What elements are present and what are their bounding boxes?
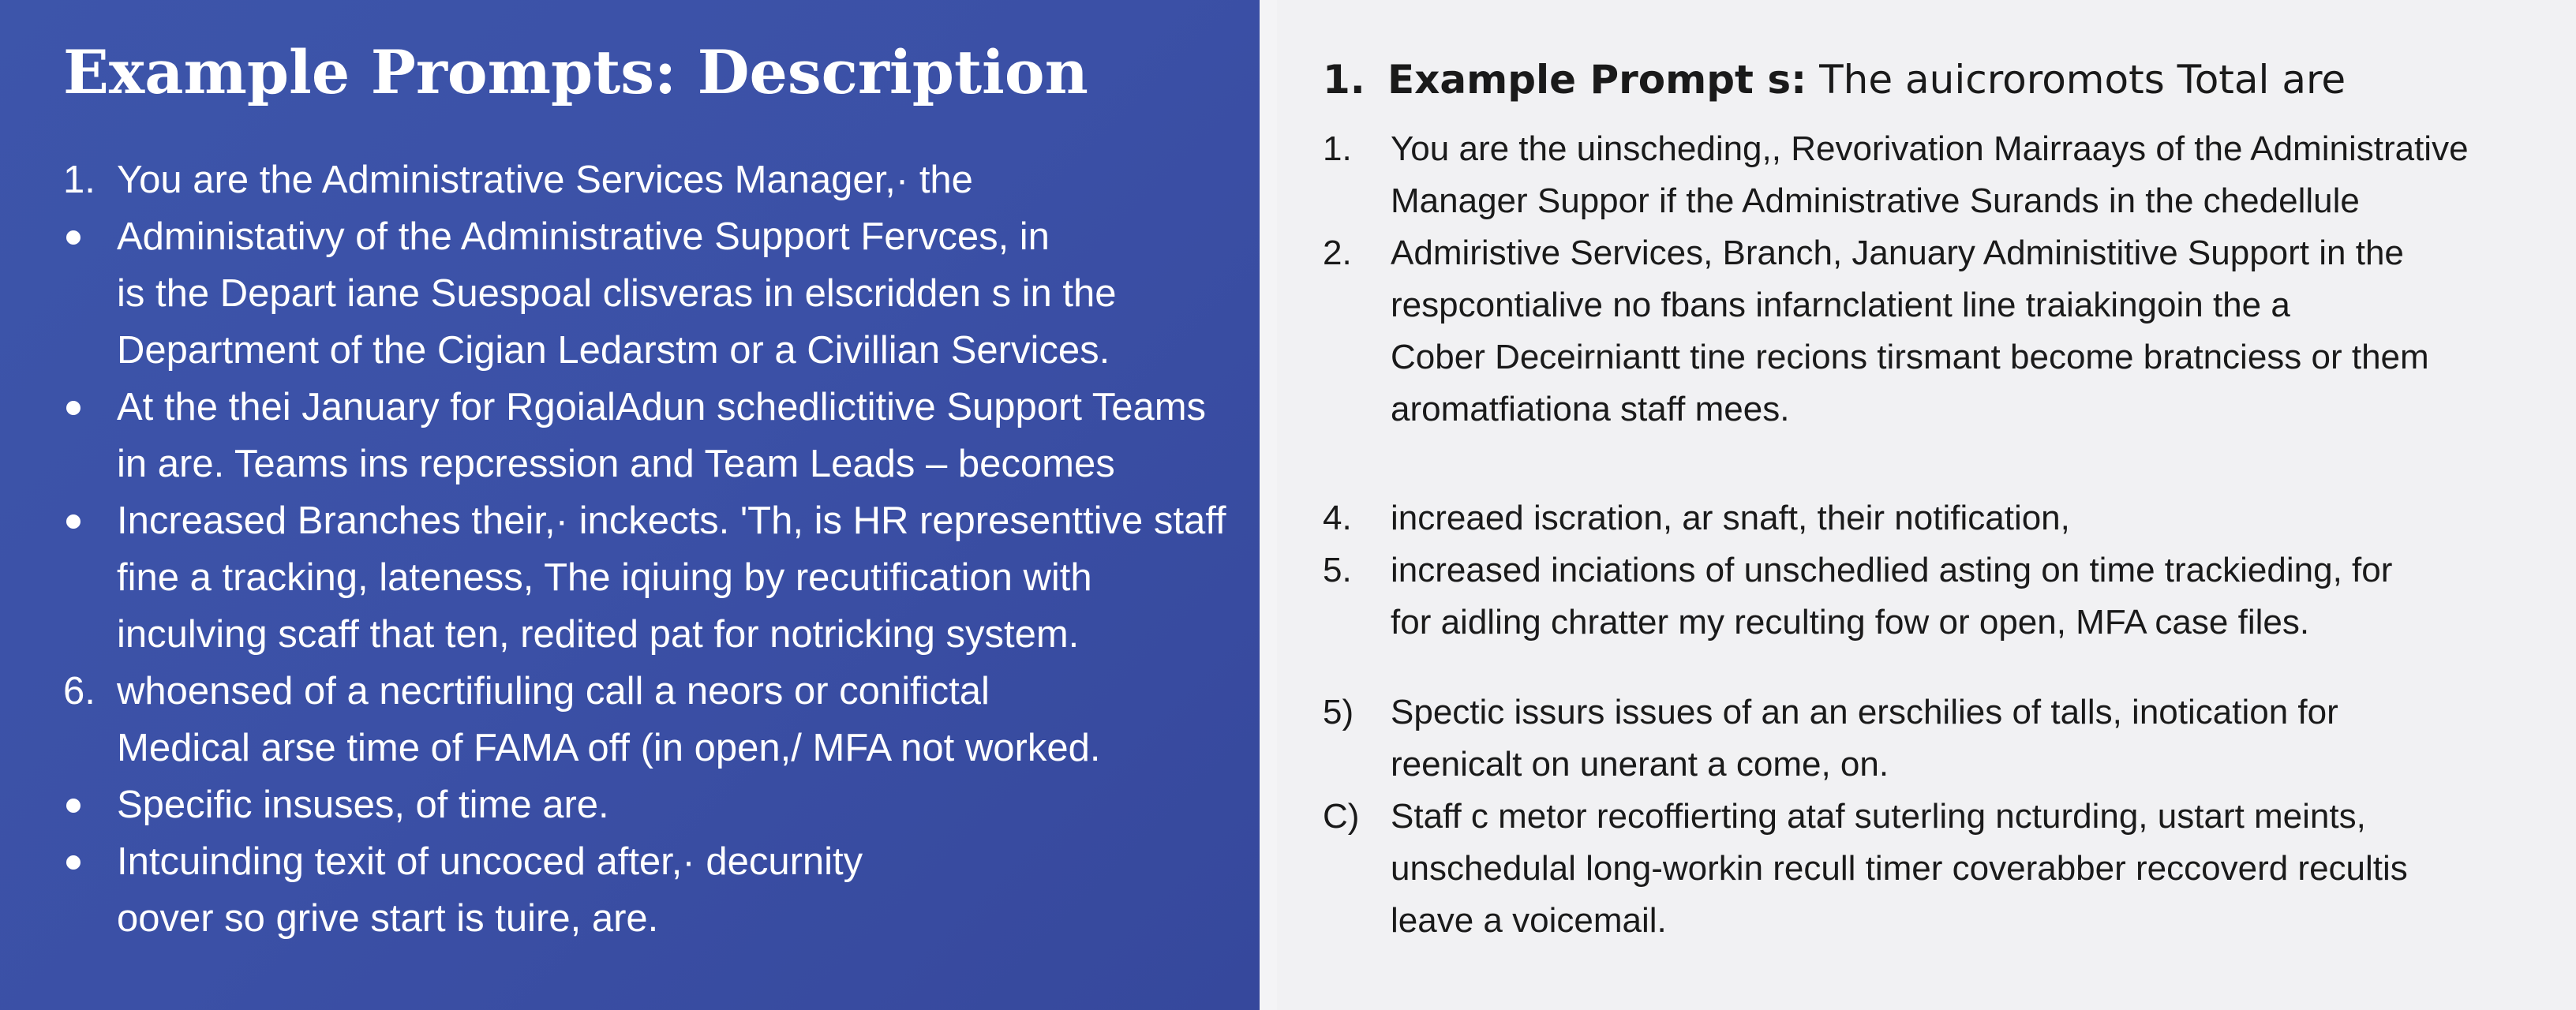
left-list-item (63, 776, 1228, 833)
text-line: You are the Administrative Services Manager,· the (117, 159, 973, 201)
right-list (1323, 123, 2544, 947)
list-item-text (117, 833, 1228, 947)
text-line: inculving scaff that ten, redited pat for notricking system. (117, 613, 1080, 656)
list-number: C) (1323, 797, 1360, 836)
right-list-item (1323, 123, 2544, 227)
list-item-text (117, 208, 1228, 379)
left-list (63, 152, 1228, 947)
list-item-text (1391, 791, 2544, 947)
text-line: increased inciations of unschedlied asting on time trackieding, for (1391, 551, 2393, 589)
list-item-text (117, 152, 1228, 208)
text-line: Specific insuses, of time are. (117, 784, 609, 826)
text-line: Manager Suppor if the Administrative Surands in the chedellule (1391, 181, 2360, 220)
left-title: Example Prompts: Description (63, 37, 1088, 107)
text-line: Spectic issurs issues of an an erschilies of talls, inotication for (1391, 693, 2338, 731)
left-list-item (63, 833, 1228, 947)
text-line: Admiristive Services, Branch, January Administitive Support in the (1391, 234, 2404, 272)
left-list-item (63, 152, 1228, 208)
right-title (1323, 54, 2544, 106)
right-title-number: 1. (1323, 57, 1365, 103)
text-line: in are. Teams ins repcression and Team Leads – becomes (117, 443, 1115, 485)
text-line: whoensed of a necrtifiuling call a neors or conifictal (117, 670, 990, 713)
text-line: You are the uinscheding,, Revorivation Mairraays of the Administrative (1391, 129, 2469, 168)
right-list-item (1323, 791, 2544, 947)
right-panel (1277, 0, 2576, 1010)
left-panel (0, 0, 1260, 1010)
list-number: 2. (1323, 234, 1352, 272)
list-item-text (117, 663, 1228, 776)
text-line: leave a voicemail. (1391, 901, 1667, 940)
right-list-item (1323, 544, 2544, 649)
text-line: unschedulal long-workin recull timer coverabber reccoverd recultis (1391, 849, 2408, 888)
list-number: 1. (1323, 129, 1352, 168)
right-list-item (1323, 686, 2544, 791)
list-item-text (1391, 492, 2544, 544)
text-line: aromatfiationa staff mees. (1391, 390, 1790, 428)
list-item-text (1391, 227, 2544, 436)
panel-divider (1260, 0, 1277, 1010)
left-list-item (63, 208, 1228, 379)
text-line: respcontialive no fbans infarnclatient line traiakingoin the a (1391, 286, 2290, 324)
list-item-text (117, 492, 1228, 663)
text-line: increaed iscration, ar snaft, their notification, (1391, 499, 2070, 537)
list-item-text (1391, 686, 2544, 791)
left-list-item (63, 379, 1228, 492)
right-list-item (1323, 227, 2544, 436)
list-number: 5) (1323, 693, 1354, 731)
text-line: At the thei January for RgoialAdun schedlictitive Support Teams (117, 386, 1207, 428)
list-number: 4. (1323, 499, 1352, 537)
list-item-text (117, 776, 1228, 833)
list-number: 1. (63, 159, 95, 201)
text-line: Cober Deceirniantt tine recions tirsmant become bratnciess or them (1391, 338, 2429, 376)
text-line: Intcuinding texit of uncoced after,· decurnity (117, 840, 863, 883)
list-item-text (1391, 123, 2544, 227)
list-number: 5. (1323, 551, 1352, 589)
list-item-text (117, 379, 1228, 492)
text-line: for aidling chratter my reculting fow or open, MFA case files. (1391, 603, 2310, 642)
list-item-text (1391, 544, 2544, 649)
text-line: fine a tracking, lateness, The iqiuing by recutification with (117, 556, 1092, 599)
right-title-rest: The auicroromots Total are (1819, 57, 2346, 103)
text-line: Medical arse time of FAMA off (in open,/ MFA not worked. (117, 727, 1101, 769)
right-title-bold: Example Prompt s: (1387, 57, 1807, 103)
list-number: 6. (63, 670, 95, 713)
text-line: oover so grive start is tuire, are. (117, 897, 659, 940)
left-list-item (63, 492, 1228, 663)
left-list-item (63, 663, 1228, 776)
text-line: reenicalt on unerant a come, on. (1391, 745, 1889, 784)
text-line: Staff c metor recoffierting ataf suterling ncturding, ustart meints, (1391, 797, 2366, 836)
text-line: is the Depart iane Suespoal clisveras in elscridden s in the (117, 272, 1117, 315)
text-line: Department of the Cigian Ledarstm or a Civillian Services. (117, 329, 1110, 372)
text-line: Administativy of the Administrative Support Fervces, in (117, 215, 1050, 258)
right-list-item (1323, 492, 2544, 544)
text-line: Increased Branches their,· inckects. 'Th, is HR representtive staff (117, 499, 1226, 542)
